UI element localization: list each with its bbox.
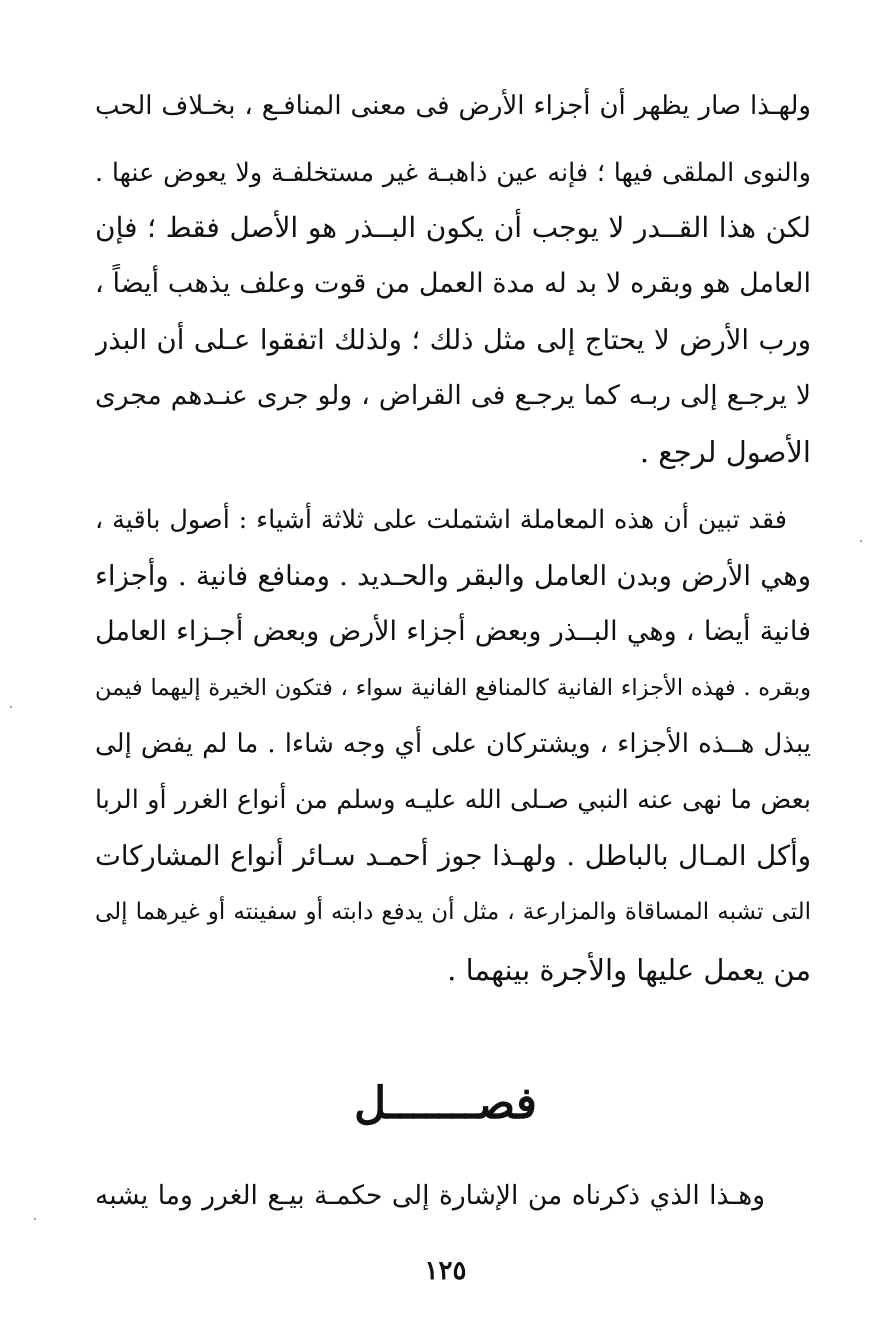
text-line: وأكل المـال بالباطل . ولهـذا جوز أحمـد سـائر أنواع المشاركات (95, 840, 811, 872)
text-line: الأصول لرجع . (639, 435, 811, 469)
text-line: من يعمل عليها والأجرة بينهما . (447, 953, 811, 987)
text-line: ورب الأرض لا يحتاج إلى مثل ذلك ؛ ولذلك اتفقوا عـلى أن البذر (95, 324, 811, 356)
text-line: وبقره . فهذه الأجزاء الفانية كالمنافع الفانية سواء ، فتكون الخيرة إليهما فيمن (95, 675, 811, 701)
page-number: ١٢٥ (424, 1256, 467, 1286)
text-line: والنوى الملقى فيها ؛ فإنه عين ذاهبـة غير مستخلفـة ولا يعوض عنها . (95, 158, 811, 188)
text-line: فقد تبين أن هذه المعاملة اشتملت على ثلاثة أشياء : أصول باقية ، (95, 505, 787, 535)
scan-speck (860, 540, 862, 542)
scan-speck (34, 1218, 36, 1220)
text-line: وهي الأرض وبدن العامل والبقر والحـديد . ومنافع فانية . وأجزاء (95, 560, 811, 592)
text-line: التى تشبه المساقاة والمزارعة ، مثل أن يدفع دابته أو سفينته أو غيرهما إلى (95, 899, 811, 925)
text-line: بعض ما نهى عنه النبي صـلى الله عليـه وسلم من أنواع الغرر أو الربا (95, 785, 811, 815)
section-heading: فصـــــــل (354, 1078, 537, 1129)
text-line: العامل هو وبقره لا بد له مدة العمل من قوت وعلف يذهب أيضاً ، (95, 268, 811, 299)
text-line: لا يرجـع إلى ربـه كما يرجـع فى القراض ، ولو جرى عنـدهم مجرى (95, 380, 811, 411)
text-line: يبذل هــذه الأجزاء ، ويشتركان على أي وجه شاءا . ما لم يفض إلى (95, 729, 811, 759)
text-line: لكن هذا القــدر لا يوجب أن يكون البــذر هو الأصل فقط ؛ فإن (95, 211, 811, 244)
scan-speck (10, 706, 12, 708)
text-line: ولهـذا صار يظهر أن أجزاء الأرض فى معنى المنافـع ، بخـلاف الحب (95, 91, 811, 121)
text-line: فانية أيضا ، وهي البــذر وبعض أجزاء الأرض وبعض أجـزاء العامل (95, 616, 811, 647)
closing-line: وهـذا الذي ذكرناه من الإشارة إلى حكمـة بيـع الغرر وما يشبه (95, 1180, 765, 1211)
